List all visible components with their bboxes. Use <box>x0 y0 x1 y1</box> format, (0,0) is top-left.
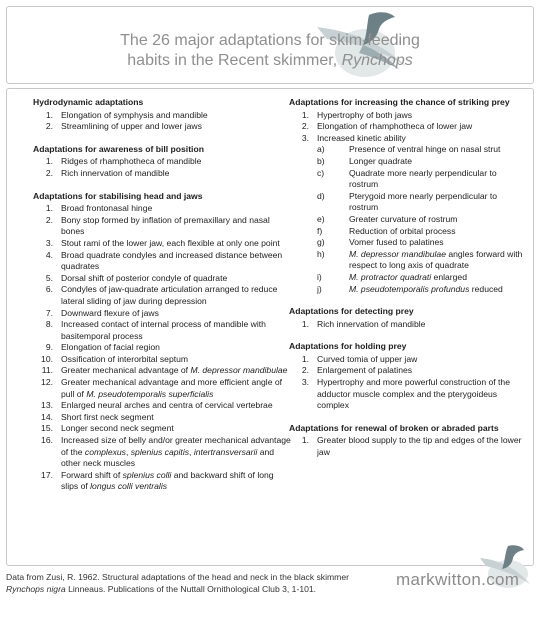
item-text: Reduction of orbital process <box>349 225 456 236</box>
adaptation-section <box>33 97 293 133</box>
item-text: Elongation of rhamphotheca of lower jaw <box>317 121 473 132</box>
list-item <box>33 250 293 273</box>
item-text-italic: M. pseudotemporalis profundus <box>349 283 470 294</box>
list-item <box>33 168 293 180</box>
sub-list-item <box>317 284 525 296</box>
adaptation-list <box>289 110 525 296</box>
credit-line-2-text: Linneaus. Publications of the Nuttall Ornithological Club 3, 1-101. <box>65 583 317 594</box>
item-text: Broad frontonasal hinge <box>61 203 153 214</box>
item-text: Pterygoid more nearly perpendicular to rostrum <box>349 190 498 213</box>
item-number: 3. <box>301 132 309 143</box>
source-credit <box>6 572 386 595</box>
item-text: Broad quadrate condyles and increased distance between quadrates <box>61 249 283 272</box>
right-column <box>289 97 525 470</box>
adaptation-list <box>33 110 293 133</box>
list-item <box>33 412 293 424</box>
item-text: and other neck muscles <box>61 446 275 469</box>
list-item <box>33 470 293 493</box>
item-number: 11. <box>41 365 53 376</box>
item-number: 9. <box>45 342 53 353</box>
left-column <box>33 97 293 504</box>
item-text: Bony stop formed by inflation of premaxillary and nasal bones <box>61 214 270 237</box>
list-item <box>33 342 293 354</box>
list-item <box>33 319 293 342</box>
item-text-italic: M. depressor mandibulae <box>349 248 446 259</box>
item-text: Increased size of belly and/or greater mechanical advantage of the <box>61 435 291 457</box>
item-text: Condyles of jaw-quadrate articulation arranged to reduce lateral sliding of jaw during depression <box>61 284 278 306</box>
title-genus: Rynchops <box>341 52 413 69</box>
item-number: 2. <box>45 167 53 178</box>
item-text: angles forward with respect to long axis of quadrate <box>349 248 523 271</box>
item-text-italic: splenius colli <box>122 469 172 480</box>
sub-list-item <box>317 191 525 214</box>
item-number: 2. <box>301 121 309 132</box>
list-item <box>289 121 525 133</box>
section-heading: Adaptations for stabilising head and jaws <box>33 190 203 201</box>
list-item <box>33 156 293 168</box>
item-number: 3. <box>45 237 53 248</box>
sub-item-letter: e) <box>317 213 325 224</box>
item-number: 1. <box>301 109 309 120</box>
brand-watermark: markwitton.com <box>396 570 520 589</box>
item-text: Increased kinetic ability <box>317 132 406 143</box>
title-line-1: The 26 major adaptations for skim-feeding <box>120 32 420 49</box>
list-item <box>33 435 293 470</box>
item-text: Longer second neck segment <box>61 423 174 434</box>
item-text: and backward shift of long slips of <box>61 469 274 492</box>
section-heading: Adaptations for holding prey <box>289 341 407 352</box>
credit-species: Rynchops nigra <box>6 583 66 594</box>
adaptation-list <box>33 156 293 179</box>
sub-list-item <box>317 214 525 226</box>
list-item <box>33 377 293 400</box>
item-text: Greater blood supply to the tip and edges of the lower jaw <box>317 435 522 458</box>
item-text: Downward flexure of jaws <box>61 307 159 318</box>
item-text: Elongation of symphysis and mandible <box>61 109 208 120</box>
item-text: Vomer fused to palatines <box>349 237 444 248</box>
sub-item-letter: a) <box>317 144 325 155</box>
list-item <box>289 110 525 122</box>
item-text-italic: splenius capitis <box>130 446 190 457</box>
sub-item-letter: d) <box>317 190 325 201</box>
title-line-2 <box>7 51 533 71</box>
item-number: 1. <box>45 203 53 214</box>
item-text-italic: complexus <box>84 446 126 457</box>
sub-list-item <box>317 168 525 191</box>
section-heading: Adaptations for increasing the chance of striking prey <box>289 97 510 107</box>
item-text-italic: longus colli ventralis <box>90 481 168 492</box>
item-text: Forward shift of <box>61 469 123 480</box>
section-heading: Adaptations for awareness of bill position <box>33 143 204 154</box>
sub-item-letter: h) <box>317 248 325 259</box>
list-item <box>33 354 293 366</box>
item-number: 13. <box>41 400 53 411</box>
credit-line-1: Data from Zusi, R. 1962. Structural adaptations of the head and neck in the black skimmer <box>6 572 349 582</box>
adaptation-list <box>289 354 525 412</box>
adaptations-panel <box>6 88 534 566</box>
item-number: 6. <box>45 284 53 295</box>
item-text: Greater mechanical advantage of <box>61 365 191 376</box>
list-item <box>33 365 293 377</box>
item-number: 16. <box>41 435 53 446</box>
adaptation-list <box>289 319 525 331</box>
item-text: Rich innervation of mandible <box>317 318 426 329</box>
item-text: reduced <box>469 283 503 294</box>
item-text: Greater mechanical advantage and more efficient angle of pull of <box>61 377 283 399</box>
adaptation-section <box>33 144 293 180</box>
list-item <box>33 238 293 250</box>
item-text: Hypertrophy and more powerful construction of the adductor muscle complex and the pterygoideus complex <box>317 377 510 411</box>
item-text-italic: intertransversarii <box>193 446 258 457</box>
item-text: Enlarged neural arches and centra of cervical vertebrae <box>61 400 273 411</box>
adaptation-section <box>289 341 525 412</box>
adaptation-list <box>289 435 525 458</box>
sub-item-letter: g) <box>317 237 325 248</box>
sub-item-letter: i) <box>317 271 322 282</box>
item-text: , <box>189 446 194 457</box>
item-text: Longer quadrate <box>349 155 413 166</box>
credit-line-2 <box>6 584 386 596</box>
list-item <box>33 110 293 122</box>
title-panel <box>6 6 534 84</box>
item-number: 5. <box>45 272 53 283</box>
item-text: Streamlining of upper and lower jaws <box>61 121 202 132</box>
item-number: 4. <box>45 249 53 260</box>
sub-item-letter: c) <box>317 167 325 178</box>
item-text: Presence of ventral hinge on nasal strut <box>349 144 501 155</box>
adaptation-section <box>33 191 293 493</box>
item-text: enlarged <box>431 271 467 282</box>
item-text: Ridges of rhamphotheca of mandible <box>61 156 202 167</box>
item-number: 1. <box>45 156 53 167</box>
section-heading: Hydrodynamic adaptations <box>33 97 144 107</box>
sub-list-item <box>317 226 525 238</box>
item-text: Ossification of interorbital septum <box>61 353 189 364</box>
item-text: Rich innervation of mandible <box>61 167 170 178</box>
item-text: , <box>125 446 131 457</box>
item-text: Enlargement of palatines <box>317 365 413 376</box>
title-line-2-text: habits in the Recent skimmer, <box>127 52 342 69</box>
list-item <box>33 400 293 412</box>
item-text: Curved tomia of upper jaw <box>317 353 418 364</box>
item-number: 10. <box>41 353 53 364</box>
item-number: 3. <box>301 377 309 388</box>
adaptation-section <box>289 306 525 330</box>
list-item <box>33 215 293 238</box>
list-item <box>33 203 293 215</box>
item-text: Increased contact of internal process of mandible with basitemporal process <box>61 319 266 341</box>
section-heading: Adaptations for detecting prey <box>289 306 414 317</box>
item-number: 1. <box>301 353 309 364</box>
item-number: 8. <box>45 319 53 330</box>
item-text: Quadrate more nearly perpendicular to rostrum <box>349 167 497 190</box>
adaptation-section <box>289 97 525 295</box>
sub-item-letter: f) <box>317 225 323 236</box>
item-text: Short first neck segment <box>61 411 154 422</box>
list-item <box>33 273 293 285</box>
item-number: 14. <box>41 411 53 422</box>
item-number: 7. <box>45 307 53 318</box>
list-item <box>289 377 525 412</box>
list-item <box>289 365 525 377</box>
item-text: Dorsal shift of posterior condyle of quadrate <box>61 272 228 283</box>
item-number: 2. <box>45 214 53 225</box>
item-number: 1. <box>45 109 53 120</box>
sub-list-item <box>317 272 525 284</box>
item-text: Hypertrophy of both jaws <box>317 109 413 120</box>
item-text: Greater curvature of rostrum <box>349 213 458 224</box>
item-number: 2. <box>45 121 53 132</box>
item-text: Stout rami of the lower jaw, each flexible at only one point <box>61 237 280 248</box>
sub-list-item <box>317 237 525 249</box>
item-text-italic: M. pseudotemporalis superficialis <box>86 388 214 399</box>
sub-list-item <box>317 144 525 156</box>
item-number: 2. <box>301 365 309 376</box>
sub-item-letter: b) <box>317 155 325 166</box>
sub-list <box>317 144 525 295</box>
sub-item-letter: j) <box>317 283 322 294</box>
sub-list-item <box>317 249 525 272</box>
adaptation-section <box>289 423 525 459</box>
list-item <box>33 121 293 133</box>
item-number: 15. <box>41 423 53 434</box>
list-item <box>289 354 525 366</box>
list-item <box>289 435 525 458</box>
item-number: 12. <box>41 377 53 388</box>
adaptation-list <box>33 203 293 493</box>
sub-list-item <box>317 156 525 168</box>
list-item <box>289 319 525 331</box>
item-text: Elongation of facial region <box>61 342 160 353</box>
page-title <box>7 31 533 71</box>
item-number: 17. <box>41 469 53 480</box>
item-text-italic: M. depressor mandibulae <box>190 365 288 376</box>
list-item <box>33 423 293 435</box>
item-number: 1. <box>301 435 309 446</box>
list-item <box>33 308 293 320</box>
list-item <box>289 133 525 295</box>
list-item <box>33 284 293 307</box>
section-heading: Adaptations for renewal of broken or abraded parts <box>289 422 499 433</box>
item-number: 1. <box>301 318 309 329</box>
item-text-italic: M. protractor quadrati <box>349 271 432 282</box>
